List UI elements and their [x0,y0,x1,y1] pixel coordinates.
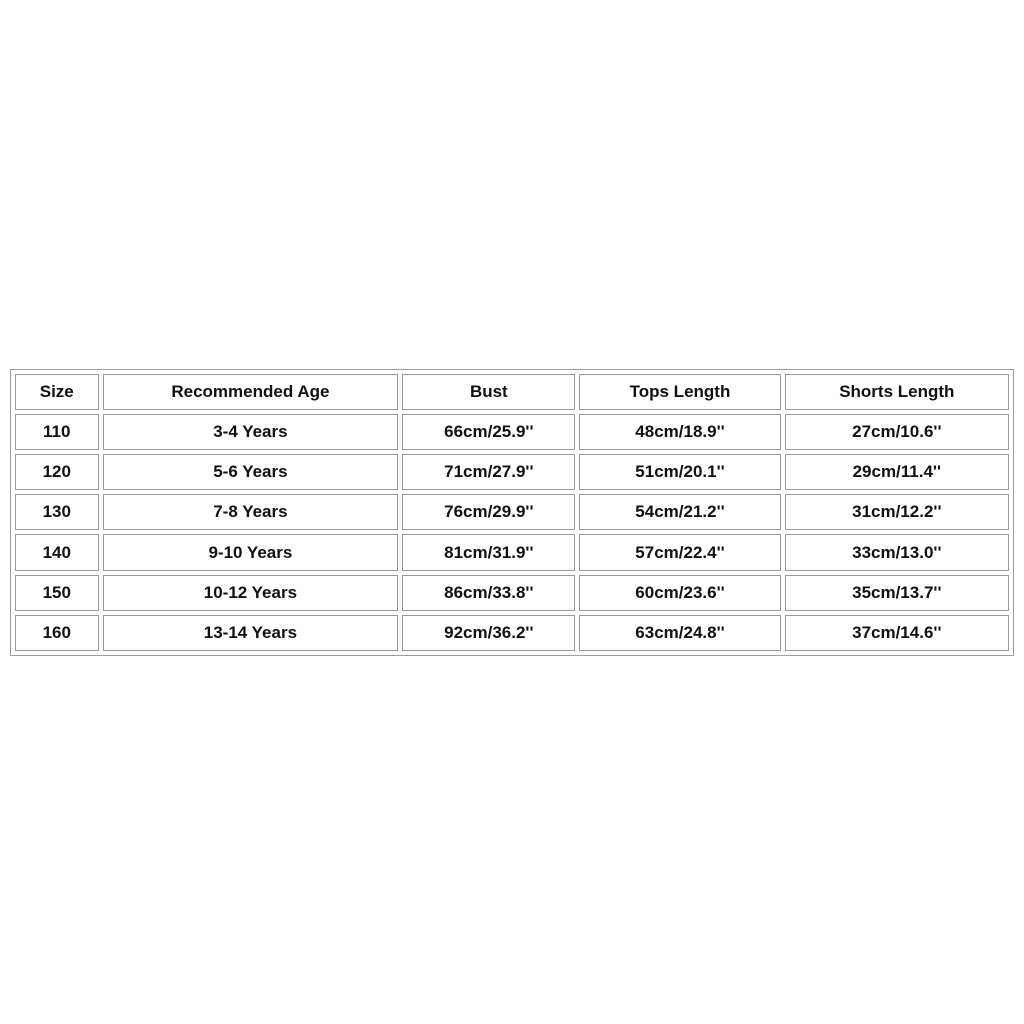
cell-shorts-length: 37cm/14.6'' [785,615,1009,651]
header-size: Size [15,374,99,410]
cell-tops-length: 60cm/23.6'' [579,575,780,611]
table-header [15,374,1009,410]
cell-bust: 81cm/31.9'' [402,534,575,570]
cell-shorts-length: 31cm/12.2'' [785,494,1009,530]
header-tops-length: Tops Length [579,374,780,410]
size-chart-table [10,369,1014,656]
table-body [15,414,1009,651]
cell-tops-length: 48cm/18.9'' [579,414,780,450]
table-row [15,534,1009,570]
table-row [15,575,1009,611]
cell-size: 160 [15,615,99,651]
cell-tops-length: 51cm/20.1'' [579,454,780,490]
cell-size: 150 [15,575,99,611]
cell-shorts-length: 35cm/13.7'' [785,575,1009,611]
cell-bust: 71cm/27.9'' [402,454,575,490]
header-row [15,374,1009,410]
cell-recommended-age: 10-12 Years [103,575,399,611]
cell-recommended-age: 5-6 Years [103,454,399,490]
header-shorts-length: Shorts Length [785,374,1009,410]
cell-size: 110 [15,414,99,450]
cell-recommended-age: 13-14 Years [103,615,399,651]
table-row [15,615,1009,651]
cell-tops-length: 63cm/24.8'' [579,615,780,651]
cell-shorts-length: 27cm/10.6'' [785,414,1009,450]
cell-size: 140 [15,534,99,570]
cell-shorts-length: 29cm/11.4'' [785,454,1009,490]
header-bust: Bust [402,374,575,410]
cell-bust: 86cm/33.8'' [402,575,575,611]
cell-tops-length: 54cm/21.2'' [579,494,780,530]
cell-tops-length: 57cm/22.4'' [579,534,780,570]
cell-bust: 66cm/25.9'' [402,414,575,450]
table-row [15,494,1009,530]
cell-bust: 92cm/36.2'' [402,615,575,651]
cell-bust: 76cm/29.9'' [402,494,575,530]
cell-recommended-age: 7-8 Years [103,494,399,530]
cell-shorts-length: 33cm/13.0'' [785,534,1009,570]
cell-recommended-age: 3-4 Years [103,414,399,450]
cell-recommended-age: 9-10 Years [103,534,399,570]
cell-size: 130 [15,494,99,530]
table-row [15,414,1009,450]
cell-size: 120 [15,454,99,490]
header-recommended-age: Recommended Age [103,374,399,410]
table-row [15,454,1009,490]
